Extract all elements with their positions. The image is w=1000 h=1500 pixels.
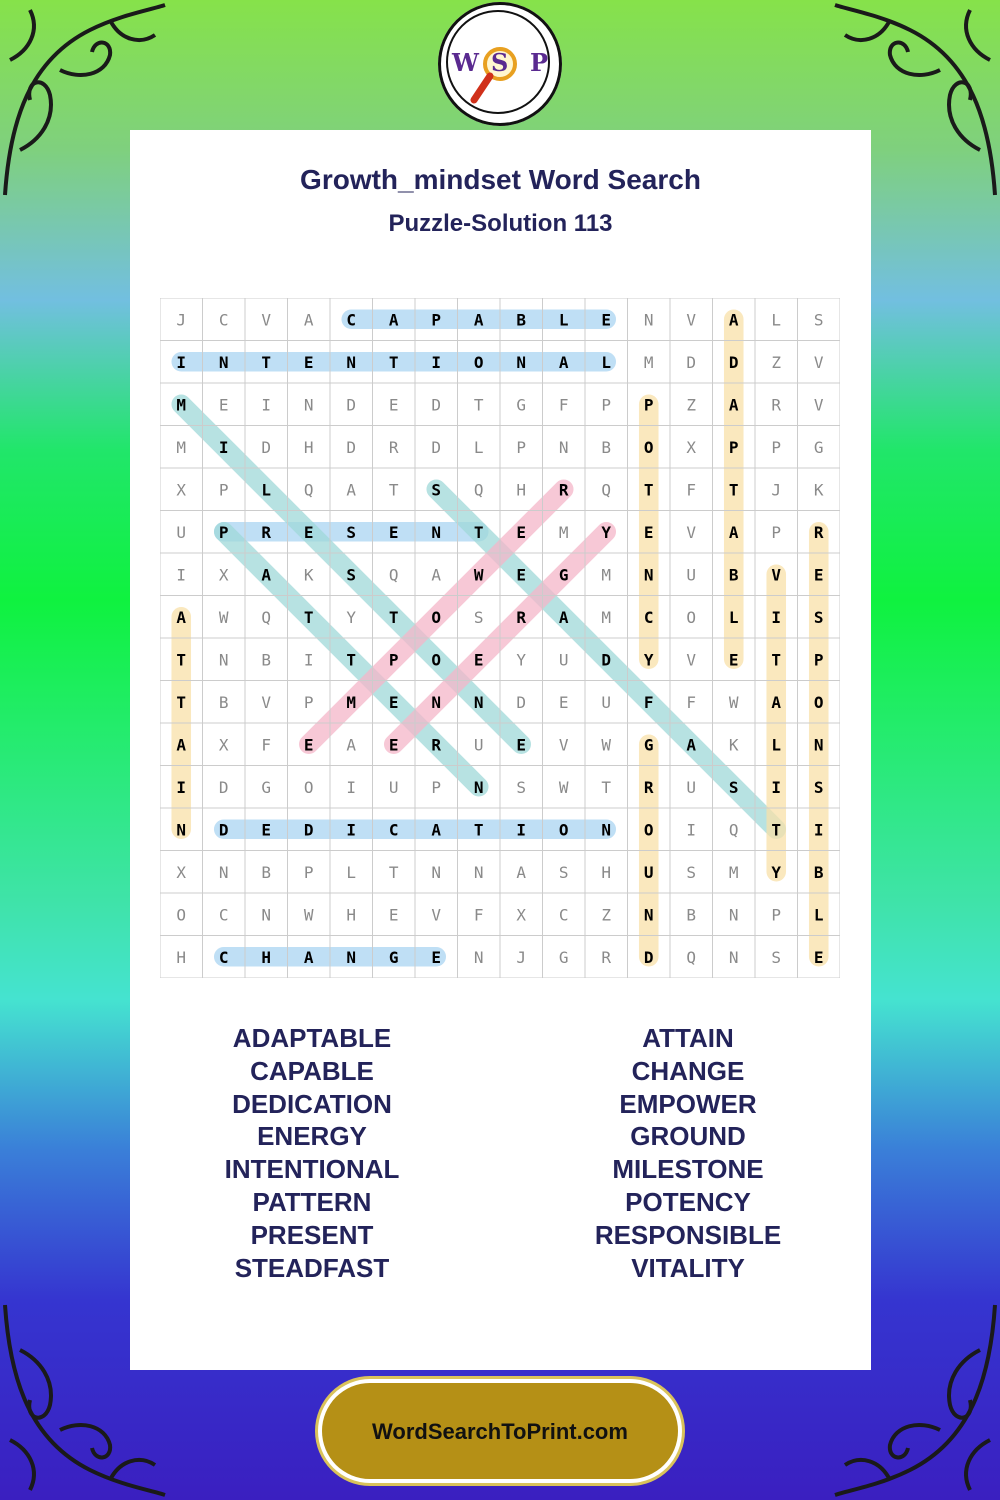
grid-letter-found: R bbox=[516, 607, 527, 627]
grid-letter-found: E bbox=[261, 820, 272, 840]
grid-letter-found: D bbox=[601, 650, 612, 670]
grid-letter-found: E bbox=[601, 310, 612, 330]
grid-letter: X bbox=[516, 905, 527, 925]
grid-letter-found: N bbox=[218, 352, 229, 372]
word-list-right bbox=[518, 1022, 858, 1284]
word-list-item: RESPONSIBLE bbox=[594, 1219, 782, 1250]
grid-letter-found: I bbox=[346, 820, 357, 840]
word-list-item: STEADFAST bbox=[234, 1252, 390, 1283]
grid-letter: Q bbox=[601, 480, 612, 500]
grid-letter-found: Y bbox=[643, 650, 654, 670]
grid-letter-found: D bbox=[728, 352, 739, 372]
grid-letter-found: A bbox=[558, 607, 569, 627]
grid-letter: P bbox=[431, 777, 442, 797]
grid-letter-found: T bbox=[728, 480, 739, 500]
grid-letter-found: R bbox=[261, 522, 272, 542]
grid-letter-found: N bbox=[813, 735, 824, 755]
grid-letter-found: E bbox=[303, 735, 314, 755]
grid-letter: K bbox=[813, 480, 824, 500]
grid-letter: W bbox=[558, 777, 569, 797]
grid-letter: T bbox=[388, 862, 399, 882]
grid-letter: B bbox=[686, 905, 697, 925]
grid-letter-found: R bbox=[643, 777, 654, 797]
word-list-item: DEDICATION bbox=[232, 1088, 392, 1119]
grid-letter: S bbox=[771, 947, 782, 967]
grid-letter: L bbox=[346, 862, 357, 882]
grid-letter: G bbox=[813, 437, 824, 457]
page-subtitle: Puzzle-Solution 113 bbox=[388, 210, 613, 237]
grid-letter: R bbox=[388, 437, 399, 457]
grid-letter-found: E bbox=[388, 735, 399, 755]
grid-letter: A bbox=[431, 565, 442, 585]
grid-letter: V bbox=[813, 395, 824, 415]
grid-letter: Q bbox=[728, 820, 739, 840]
grid-letter: C bbox=[558, 905, 569, 925]
grid-letter: U bbox=[686, 565, 697, 585]
grid-letter: N bbox=[218, 650, 229, 670]
grid-letter-found: O bbox=[643, 437, 654, 457]
grid-letter: N bbox=[558, 437, 569, 457]
grid-letter: E bbox=[388, 905, 399, 925]
grid-letter: A bbox=[516, 862, 527, 882]
grid-letter-found: T bbox=[388, 607, 399, 627]
word-list-item: ENERGY bbox=[257, 1121, 367, 1152]
grid-letter: D bbox=[431, 395, 442, 415]
grid-letter-found: P bbox=[218, 522, 229, 542]
grid-letter: F bbox=[686, 480, 697, 500]
grid-letter: V bbox=[686, 650, 697, 670]
grid-letter: E bbox=[558, 692, 569, 712]
word-list-item: PRESENT bbox=[250, 1219, 374, 1250]
grid-letter-found: T bbox=[771, 820, 782, 840]
grid-letter-found: E bbox=[516, 565, 527, 585]
grid-letter-found: E bbox=[431, 947, 442, 967]
grid-letter: W bbox=[728, 692, 739, 712]
grid-letter-found: P bbox=[388, 650, 399, 670]
grid-letter: O bbox=[686, 607, 697, 627]
grid-letter-found: F bbox=[643, 692, 654, 712]
word-list-item: GROUND bbox=[630, 1121, 746, 1152]
grid-letter: S bbox=[558, 862, 569, 882]
word-list-item: INTENTIONAL bbox=[224, 1154, 400, 1185]
grid-letter: K bbox=[303, 565, 314, 585]
word-list-item: POTENCY bbox=[625, 1186, 751, 1217]
grid-letter: S bbox=[686, 862, 697, 882]
grid-letter-found: O bbox=[558, 820, 569, 840]
grid-letter: U bbox=[601, 692, 612, 712]
grid-letter-found: N bbox=[176, 820, 187, 840]
grid-letter: C bbox=[218, 905, 229, 925]
grid-letter: N bbox=[473, 947, 484, 967]
grid-letter: D bbox=[686, 352, 697, 372]
grid-letter-found: M bbox=[176, 395, 187, 415]
grid-letter-found: E bbox=[388, 522, 399, 542]
page-title: Growth_mindset Word Search bbox=[300, 164, 701, 195]
grid-letter-found: B bbox=[728, 565, 739, 585]
grid-letter: D bbox=[346, 395, 357, 415]
grid-letter: E bbox=[388, 395, 399, 415]
grid-letter-found: T bbox=[643, 480, 654, 500]
word-search-grid bbox=[160, 298, 840, 978]
grid-letter-found: N bbox=[473, 777, 484, 797]
grid-letter: N bbox=[218, 862, 229, 882]
grid-letter-found: P bbox=[431, 310, 442, 330]
grid-letter: N bbox=[261, 905, 272, 925]
grid-letter: N bbox=[431, 862, 442, 882]
grid-letter-found: Y bbox=[601, 522, 612, 542]
grid-letter: T bbox=[388, 480, 399, 500]
grid-letter: Z bbox=[686, 395, 697, 415]
wsp-logo bbox=[438, 2, 562, 126]
grid-letter-found: A bbox=[388, 310, 399, 330]
grid-letter: R bbox=[771, 395, 782, 415]
grid-letter-found: B bbox=[516, 310, 527, 330]
grid-letter-found: I bbox=[771, 607, 782, 627]
grid-letter-found: T bbox=[176, 650, 187, 670]
grid-letter-found: A bbox=[261, 565, 272, 585]
grid-letter-found: E bbox=[813, 565, 824, 585]
grid-letter-found: A bbox=[431, 820, 442, 840]
grid-letter-found: N bbox=[431, 692, 442, 712]
grid-letter-found: U bbox=[643, 862, 654, 882]
grid-letter: A bbox=[346, 735, 357, 755]
grid-letter: I bbox=[686, 820, 697, 840]
grid-letter-found: Y bbox=[771, 862, 782, 882]
grid-letter: O bbox=[176, 905, 187, 925]
grid-letter: C bbox=[218, 310, 229, 330]
grid-letter: X bbox=[176, 480, 187, 500]
grid-letter-found: L bbox=[813, 905, 824, 925]
grid-letter: N bbox=[303, 395, 314, 415]
grid-letter: Q bbox=[261, 607, 272, 627]
grid-letter: S bbox=[813, 310, 824, 330]
grid-letter-found: L bbox=[558, 310, 569, 330]
grid-letter-found: C bbox=[346, 310, 357, 330]
grid-letter: N bbox=[728, 947, 739, 967]
grid-letter: I bbox=[176, 565, 187, 585]
grid-letter: G bbox=[261, 777, 272, 797]
grid-letter: Q bbox=[473, 480, 484, 500]
grid-letter-found: R bbox=[813, 522, 824, 542]
grid-letter: M bbox=[558, 522, 569, 542]
word-list-item: VITALITY bbox=[631, 1252, 745, 1283]
grid-letter-found: A bbox=[686, 735, 697, 755]
grid-letter: D bbox=[218, 777, 229, 797]
grid-letter-found: N bbox=[473, 692, 484, 712]
grid-letter: G bbox=[516, 395, 527, 415]
grid-letter-found: E bbox=[728, 650, 739, 670]
grid-letter-found: G bbox=[388, 947, 399, 967]
grid-letter-found: S bbox=[728, 777, 739, 797]
word-list-left bbox=[142, 1022, 482, 1284]
logo-letter-s: S bbox=[491, 48, 509, 77]
grid-letter: N bbox=[643, 310, 654, 330]
grid-letter-found: N bbox=[643, 905, 654, 925]
grid-letter: V bbox=[431, 905, 442, 925]
grid-letter: M bbox=[601, 565, 612, 585]
logo-letter-w: W bbox=[452, 48, 479, 77]
grid-letter: I bbox=[303, 650, 314, 670]
grid-letter-found: I bbox=[176, 777, 187, 797]
grid-letter: Y bbox=[516, 650, 527, 670]
grid-letter-found: L bbox=[261, 480, 272, 500]
grid-letter: H bbox=[303, 437, 314, 457]
grid-letter-found: A bbox=[728, 522, 739, 542]
grid-letter: U bbox=[686, 777, 697, 797]
word-list-item: MILESTONE bbox=[612, 1154, 764, 1185]
grid-letter-found: T bbox=[176, 692, 187, 712]
grid-letter-found: A bbox=[558, 352, 569, 372]
grid-letter-found: S bbox=[813, 607, 824, 627]
grid-letter-found: R bbox=[558, 480, 569, 500]
grid-letter-found: T bbox=[473, 820, 484, 840]
grid-letter-found: E bbox=[516, 735, 527, 755]
grid-letter: V bbox=[686, 522, 697, 542]
grid-letter-found: C bbox=[643, 607, 654, 627]
grid-canvas bbox=[160, 298, 840, 978]
grid-letter-found: A bbox=[176, 735, 187, 755]
word-list-item: ADAPTABLE bbox=[232, 1023, 392, 1053]
grid-letter-found: E bbox=[813, 947, 824, 967]
grid-letter-found: I bbox=[218, 437, 229, 457]
grid-letter: Z bbox=[601, 905, 612, 925]
grid-letter: S bbox=[516, 777, 527, 797]
grid-letter-found: I bbox=[516, 820, 527, 840]
grid-letter: F bbox=[473, 905, 484, 925]
grid-letter: A bbox=[303, 310, 314, 330]
grid-letter-found: A bbox=[176, 607, 187, 627]
grid-letter-found: I bbox=[176, 352, 187, 372]
grid-letter: H bbox=[601, 862, 612, 882]
grid-letter-found: O bbox=[643, 820, 654, 840]
grid-letter: B bbox=[261, 862, 272, 882]
grid-letter: X bbox=[218, 735, 229, 755]
grid-letter: B bbox=[261, 650, 272, 670]
grid-letter-found: T bbox=[771, 650, 782, 670]
grid-letter: M bbox=[176, 437, 187, 457]
grid-letter-found: I bbox=[771, 777, 782, 797]
grid-letter: X bbox=[176, 862, 187, 882]
grid-letter-found: E bbox=[643, 522, 654, 542]
grid-letter: H bbox=[516, 480, 527, 500]
grid-letter-found: N bbox=[643, 565, 654, 585]
grid-letter: N bbox=[728, 905, 739, 925]
grid-letter-found: S bbox=[346, 565, 357, 585]
grid-letter-found: D bbox=[643, 947, 654, 967]
grid-letter: U bbox=[176, 522, 187, 542]
grid-letter: N bbox=[473, 862, 484, 882]
grid-letter: M bbox=[643, 352, 654, 372]
grid-letter-found: N bbox=[431, 522, 442, 542]
grid-letter: W bbox=[218, 607, 229, 627]
grid-letter: D bbox=[261, 437, 272, 457]
word-list-item: PATTERN bbox=[252, 1186, 372, 1217]
grid-letter: S bbox=[473, 607, 484, 627]
grid-letter: F bbox=[261, 735, 272, 755]
grid-letter: J bbox=[771, 480, 782, 500]
footer-site-link[interactable]: WordSearchToPrint.com bbox=[372, 1419, 628, 1444]
grid-letter-found: O bbox=[431, 650, 442, 670]
grid-letter-found: O bbox=[473, 352, 484, 372]
grid-letter-found: E bbox=[388, 692, 399, 712]
grid-letter-found: A bbox=[728, 395, 739, 415]
grid-letter-found: A bbox=[728, 310, 739, 330]
grid-letter: R bbox=[601, 947, 612, 967]
grid-letter-found: L bbox=[601, 352, 612, 372]
grid-letter: J bbox=[516, 947, 527, 967]
grid-letter-found: N bbox=[516, 352, 527, 372]
grid-letter-found: I bbox=[431, 352, 442, 372]
grid-letter: U bbox=[473, 735, 484, 755]
grid-letter: X bbox=[686, 437, 697, 457]
grid-letter: Q bbox=[303, 480, 314, 500]
grid-letter-found: O bbox=[813, 692, 824, 712]
logo-letter-p: P bbox=[530, 48, 549, 77]
grid-letter: V bbox=[686, 310, 697, 330]
grid-letter: Q bbox=[388, 565, 399, 585]
grid-letter-found: G bbox=[558, 565, 569, 585]
site-footer-button[interactable] bbox=[322, 1383, 678, 1479]
grid-letter-found: A bbox=[771, 692, 782, 712]
grid-letter-found: L bbox=[771, 735, 782, 755]
grid-letter: X bbox=[218, 565, 229, 585]
grid-letter-found: O bbox=[431, 607, 442, 627]
word-list-item: EMPOWER bbox=[619, 1088, 757, 1119]
grid-letter-found: D bbox=[218, 820, 229, 840]
grid-letter-found: A bbox=[473, 310, 484, 330]
grid-letter: P bbox=[601, 395, 612, 415]
grid-letter: D bbox=[431, 437, 442, 457]
word-list-item: CAPABLE bbox=[250, 1055, 374, 1086]
grid-letter: V bbox=[813, 352, 824, 372]
grid-letter-found: T bbox=[388, 352, 399, 372]
grid-letter: P bbox=[303, 692, 314, 712]
grid-letter: D bbox=[346, 437, 357, 457]
grid-letter-found: G bbox=[643, 735, 654, 755]
grid-letter: V bbox=[261, 692, 272, 712]
grid-letter-found: S bbox=[431, 480, 442, 500]
grid-letter-found: N bbox=[346, 947, 357, 967]
grid-letter-found: C bbox=[388, 820, 399, 840]
grid-letter: M bbox=[728, 862, 739, 882]
grid-letter: P bbox=[771, 437, 782, 457]
grid-letter-found: S bbox=[346, 522, 357, 542]
grid-letter-found: T bbox=[346, 650, 357, 670]
grid-letter-found: I bbox=[813, 820, 824, 840]
grid-letter: K bbox=[728, 735, 739, 755]
grid-letter: L bbox=[473, 437, 484, 457]
grid-letter-found: P bbox=[813, 650, 824, 670]
grid-letter: I bbox=[261, 395, 272, 415]
grid-letter-found: T bbox=[473, 522, 484, 542]
grid-letter: W bbox=[601, 735, 612, 755]
grid-letter: P bbox=[516, 437, 527, 457]
grid-letter: L bbox=[771, 310, 782, 330]
grid-letter: U bbox=[558, 650, 569, 670]
grid-letter-found: A bbox=[303, 947, 314, 967]
grid-letter-found: H bbox=[261, 947, 272, 967]
grid-letter: E bbox=[218, 395, 229, 415]
grid-letter: V bbox=[558, 735, 569, 755]
grid-letter-found: V bbox=[771, 565, 782, 585]
grid-letter: P bbox=[218, 480, 229, 500]
grid-letter: F bbox=[686, 692, 697, 712]
grid-letter: B bbox=[218, 692, 229, 712]
grid-letter-found: P bbox=[643, 395, 654, 415]
grid-letter: D bbox=[516, 692, 527, 712]
grid-letter-found: D bbox=[303, 820, 314, 840]
grid-letter: A bbox=[346, 480, 357, 500]
grid-letter: Q bbox=[686, 947, 697, 967]
grid-letter: U bbox=[388, 777, 399, 797]
grid-letter-found: T bbox=[261, 352, 272, 372]
grid-letter: H bbox=[176, 947, 187, 967]
grid-letter-found: B bbox=[813, 862, 824, 882]
grid-letter-found: M bbox=[346, 692, 357, 712]
grid-letter-found: E bbox=[516, 522, 527, 542]
grid-letter: G bbox=[558, 947, 569, 967]
grid-letter: I bbox=[346, 777, 357, 797]
grid-letter: P bbox=[771, 522, 782, 542]
grid-letter: Y bbox=[346, 607, 357, 627]
grid-letter-found: N bbox=[601, 820, 612, 840]
grid-letter-found: R bbox=[431, 735, 442, 755]
grid-letter-found: P bbox=[728, 437, 739, 457]
grid-letter: T bbox=[601, 777, 612, 797]
grid-letter: O bbox=[303, 777, 314, 797]
grid-letter-found: L bbox=[728, 607, 739, 627]
grid-letter: V bbox=[261, 310, 272, 330]
grid-letter: F bbox=[558, 395, 569, 415]
grid-letter: J bbox=[176, 310, 187, 330]
grid-letter: B bbox=[601, 437, 612, 457]
word-list-item: ATTAIN bbox=[642, 1023, 734, 1053]
grid-letter-found: N bbox=[346, 352, 357, 372]
grid-letter-found: W bbox=[473, 565, 484, 585]
grid-letter-found: E bbox=[303, 522, 314, 542]
grid-letter: W bbox=[303, 905, 314, 925]
grid-letter: T bbox=[473, 395, 484, 415]
grid-letter: Z bbox=[771, 352, 782, 372]
grid-letter: P bbox=[771, 905, 782, 925]
grid-letter-found: E bbox=[303, 352, 314, 372]
grid-letter-found: C bbox=[218, 947, 229, 967]
grid-letter: P bbox=[303, 862, 314, 882]
grid-letter: H bbox=[346, 905, 357, 925]
grid-letter-found: T bbox=[303, 607, 314, 627]
grid-letter: M bbox=[601, 607, 612, 627]
word-list-item: CHANGE bbox=[631, 1055, 745, 1086]
grid-letter-found: E bbox=[473, 650, 484, 670]
grid-letter-found: S bbox=[813, 777, 824, 797]
